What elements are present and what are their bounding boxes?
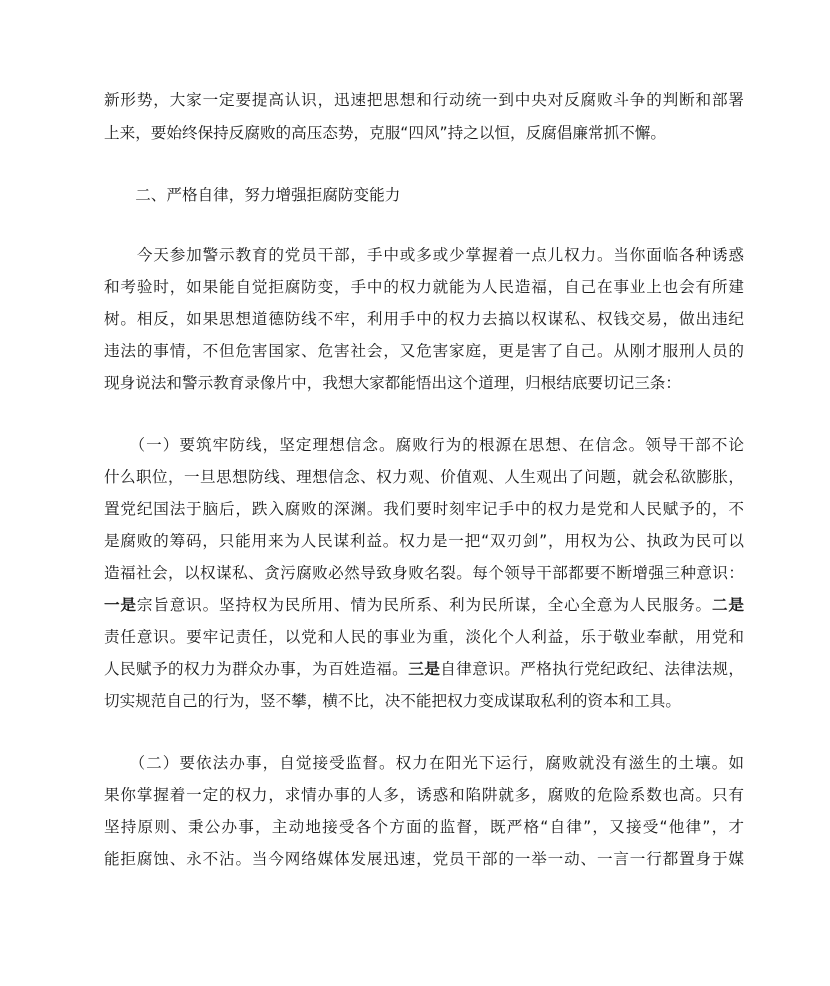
text-line: 切实规范自己的行为，竖不攀，横不比，决不能把权力变成谋取私利的资本和工具。: [104, 692, 681, 710]
text-line: 树。相反，如果思想道德防线不牢，利用手中的权力去搞以权谋私、权钱交易，做出违纪: [104, 310, 744, 328]
text-line: 什么职位，一旦思想防线、理想信念、权力观、价值观、人生观出了问题，就会私欲膨胀，: [104, 468, 744, 486]
text-line: 造福社会，以权谋私、贪污腐败必然导致身败名裂。每个领导干部都要不断增强三种意识：: [104, 564, 744, 582]
text-line: 违法的事情，不但危害国家、危害社会，又危害家庭，更是害了自己。从刚才服刑人员的: [104, 342, 744, 360]
text-line: 今天参加警示教育的党员干部，手中或多或少掌握着一点儿权力。当你面临各种诱惑: [104, 246, 744, 264]
text-line: 能拒腐蚀、永不沾。当今网络媒体发展迅速，党员干部的一举一动、一言一行都置身于媒: [104, 850, 744, 868]
text-line: 果你掌握着一定的权力，求情办事的人多，诱惑和陷阱就多，腐败的危险系数也高。只有: [104, 786, 744, 804]
emphasis-label: 三是: [408, 660, 441, 678]
text-line: 和考验时，如果能自觉拒腐防变，手中的权力就能为人民造福，自己在事业上也会有所建: [104, 278, 744, 296]
text-line: 新形势，大家一定要提高认识，迅速把思想和行动统一到中央对反腐败斗争的判断和部署: [104, 91, 744, 109]
text-line: 现身说法和警示教育录像片中，我想大家都能悟出这个道理，归根结底要切记三条：: [104, 374, 681, 392]
text-line: 坚持原则、秉公办事，主动地接受各个方面的监督，既严格“自律”，又接受“他律”，才: [104, 818, 744, 836]
text-line: （二）要依法办事，自觉接受监督。权力在阳光下运行，腐败就没有滋生的土壤。如: [104, 754, 744, 772]
section-heading: 二、严格自律，努力增强拒腐防变能力: [104, 186, 401, 204]
emphasis-label: 一是: [104, 596, 137, 614]
text-line: （一）要筑牢防线，坚定理想信念。腐败行为的根源在思想、在信念。领导干部不论: [104, 436, 744, 454]
text-line: 上来，要始终保持反腐败的高压态势，克服“四风”持之以恒，反腐倡廉常抓不懈。: [104, 124, 666, 142]
text-line: 责任意识。要牢记责任，以党和人民的事业为重，淡化个人利益，乐于敬业奉献，用党和: [104, 628, 744, 646]
text-line-emphasis: 人民赋予的权力为群众办事，为百姓造福。三是自律意识。严格执行党纪政纪、法律法规，: [104, 660, 744, 678]
text-line: 是腐败的筹码，只能用来为人民谋利益。权力是一把“双刃剑”，用权为公、执政为民可以: [104, 532, 744, 550]
text-line: 置党纪国法于脑后，跌入腐败的深渊。我们要时刻牢记手中的权力是党和人民赋予的，不: [104, 500, 744, 518]
emphasis-label: 二是: [711, 596, 744, 614]
text-line-emphasis: 一是宗旨意识。坚持权为民所用、情为民所系、利为民所谋，全心全意为人民服务。二是: [104, 596, 744, 614]
